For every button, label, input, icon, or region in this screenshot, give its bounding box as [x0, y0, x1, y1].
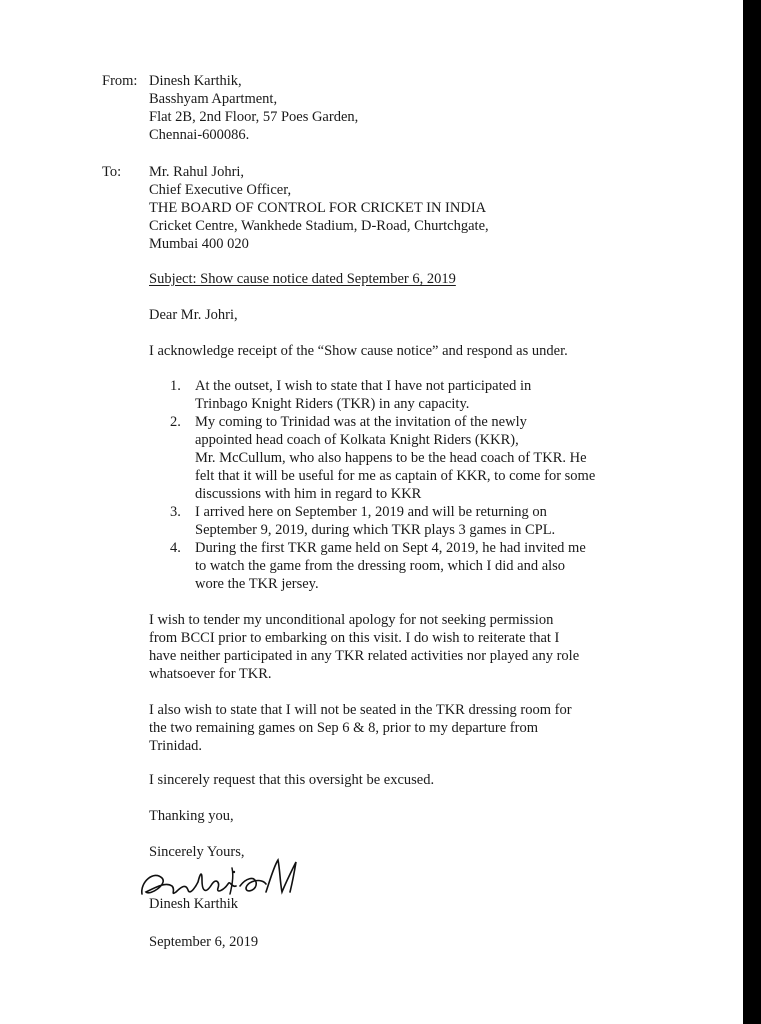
salutation: Dear Mr. Johri,	[149, 307, 238, 323]
response-points-list	[149, 377, 685, 593]
recipient-line: Mumbai 400 020	[149, 236, 249, 252]
list-line: At the outset, I wish to state that I have not participated in	[195, 378, 532, 394]
paragraph-line: whatsoever for TKR.	[149, 666, 272, 682]
request-paragraph: I sincerely request that this oversight be excused.	[149, 772, 435, 788]
from-label: From:	[102, 73, 138, 89]
list-line: Mr. McCullum, who also happens to be the head coach of TKR. He	[195, 450, 587, 466]
list-line: wore the TKR jersey.	[195, 576, 319, 592]
recipient-line: THE BOARD OF CONTROL FOR CRICKET IN INDIA	[149, 200, 487, 216]
letter-date: September 6, 2019	[149, 934, 259, 950]
list-number: 1.	[170, 378, 181, 394]
sender-line: Flat 2B, 2nd Floor, 57 Poes Garden,	[149, 109, 359, 125]
list-line: appointed head coach of Kolkata Knight Riders (KKR),	[195, 432, 519, 448]
paragraph-line: Trinidad.	[149, 738, 203, 754]
list-number: 3.	[170, 504, 181, 520]
recipient-line: Cricket Centre, Wankhede Stadium, D-Road, Churtchgate,	[149, 218, 489, 234]
paragraph-line: from BCCI prior to embarking on this visit. I do wish to reiterate that I	[149, 630, 560, 646]
sender-address	[149, 72, 649, 144]
intro-paragraph: I acknowledge receipt of the “Show cause notice” and respond as under.	[149, 343, 568, 359]
paragraph-line: I also wish to state that I will not be seated in the TKR dressing room for	[149, 702, 572, 718]
recipient-line: Chief Executive Officer,	[149, 182, 292, 198]
list-item	[170, 377, 685, 413]
paragraph-line: the two remaining games on Sep 6 & 8, prior to my departure from	[149, 720, 538, 736]
list-line: Trinbago Knight Riders (TKR) in any capacity.	[195, 396, 470, 412]
apology-paragraph	[149, 611, 649, 683]
sender-line: Dinesh Karthik,	[149, 73, 242, 89]
list-line: During the first TKR game held on Sept 4, 2019, he had invited me	[195, 540, 586, 556]
thanks-line: Thanking you,	[149, 808, 234, 824]
list-line: My coming to Trinidad was at the invitation of the newly	[195, 414, 527, 430]
list-item	[170, 539, 685, 593]
paragraph-line: I wish to tender my unconditional apology for not seeking permission	[149, 612, 554, 628]
signer-name: Dinesh Karthik	[149, 896, 238, 912]
list-line: I arrived here on September 1, 2019 and will be returning on	[195, 504, 547, 520]
list-item	[170, 503, 685, 539]
list-number: 4.	[170, 540, 181, 556]
closing-line: Sincerely Yours,	[149, 844, 245, 860]
list-line: to watch the game from the dressing room, which I did and also	[195, 558, 566, 574]
list-line: discussions with him in regard to KKR	[195, 486, 422, 502]
list-item	[170, 413, 685, 503]
sender-line: Chennai-600086.	[149, 127, 250, 143]
recipient-line: Mr. Rahul Johri,	[149, 164, 245, 180]
recipient-address	[149, 163, 649, 253]
to-label: To:	[102, 164, 122, 180]
page-edge-bar	[743, 0, 761, 1024]
list-number: 2.	[170, 414, 181, 430]
sender-line: Basshyam Apartment,	[149, 91, 278, 107]
list-line: September 9, 2019, during which TKR plays 3 games in CPL.	[195, 522, 556, 538]
seating-paragraph	[149, 701, 649, 755]
list-line: felt that it will be useful for me as captain of KKR, to come for some	[195, 468, 596, 484]
subject-text: Subject: Show cause notice dated September 6, 2019	[149, 271, 456, 287]
paragraph-line: have neither participated in any TKR related activities nor played any role	[149, 648, 580, 664]
subject-line	[149, 270, 649, 288]
